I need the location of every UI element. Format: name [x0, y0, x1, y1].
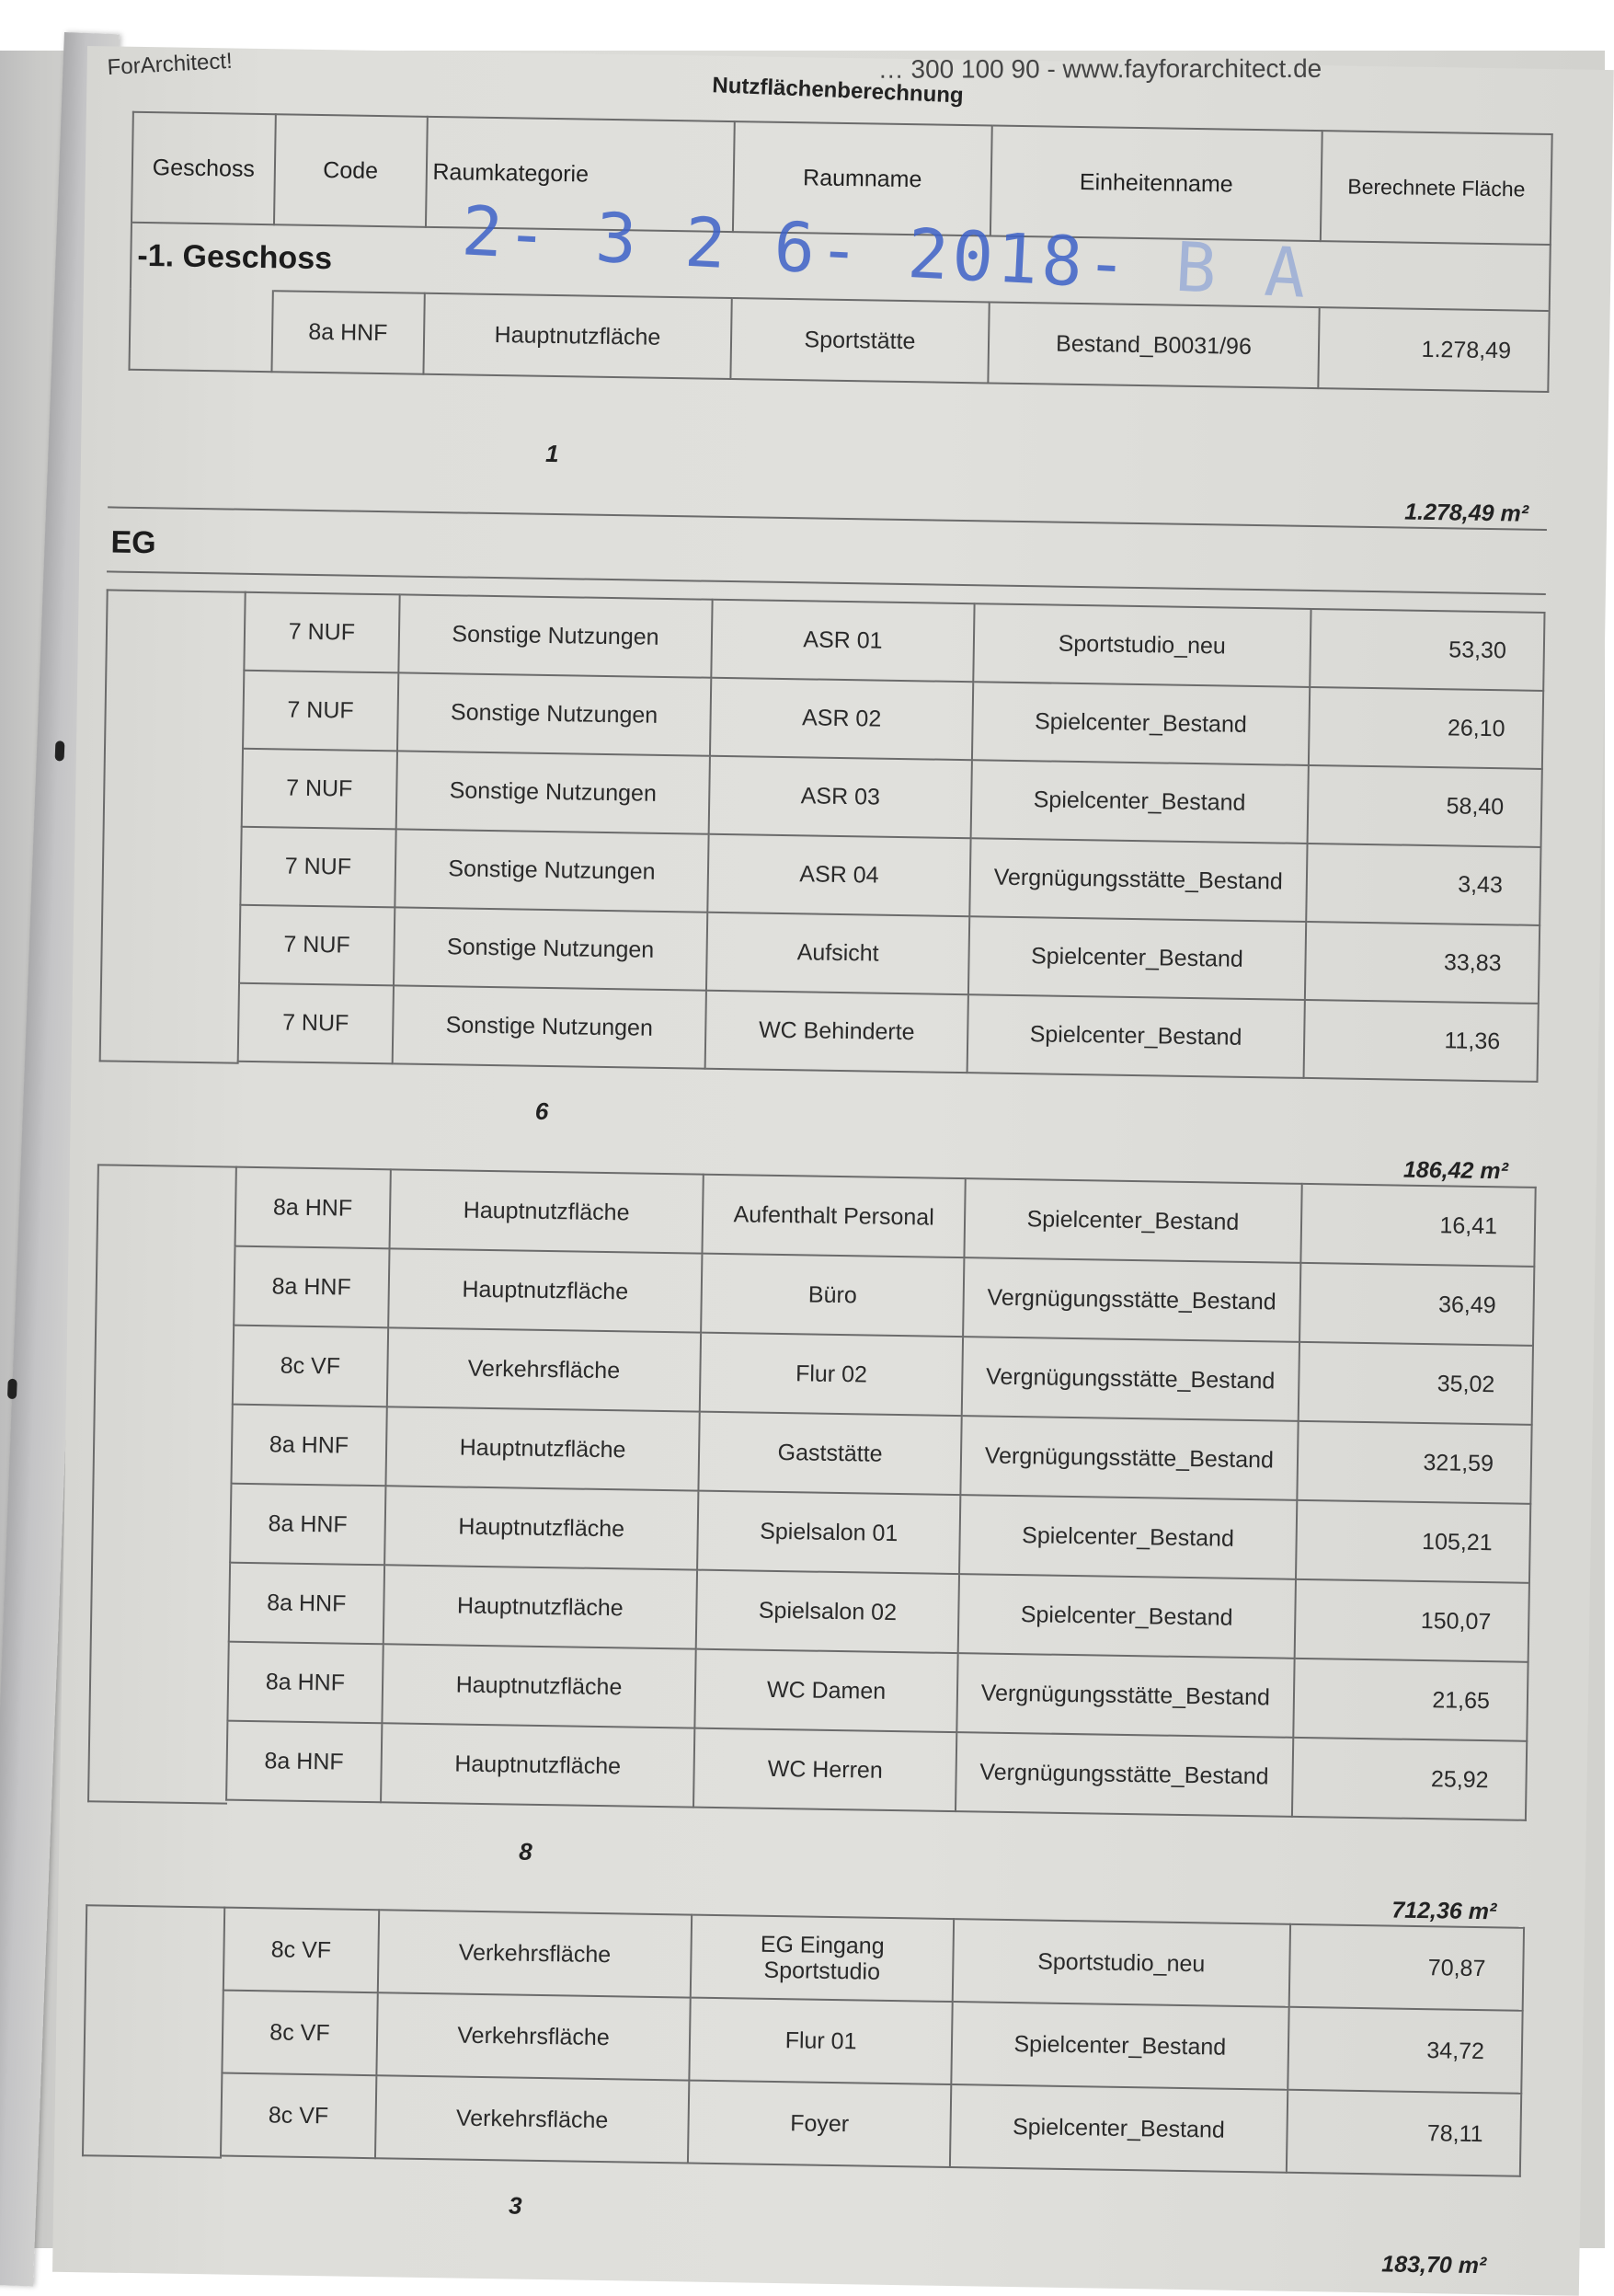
category-cell: Hauptnutzfläche: [385, 1406, 700, 1490]
unit-cell: Spielcenter_Bestand: [970, 760, 1308, 844]
room-cell: Büro: [701, 1254, 964, 1337]
code-cell: 7 NUF: [240, 827, 395, 908]
area-cell: 150,07: [1294, 1579, 1528, 1662]
category-cell: Sonstige Nutzungen: [392, 985, 706, 1068]
category-cell: Verkehrsfläche: [387, 1327, 702, 1411]
group-count: 3: [508, 2191, 522, 2220]
area-cell: 3,43: [1306, 844, 1540, 925]
group-sum: 712,36 m²: [1391, 1897, 1497, 1925]
room-cell: WC Damen: [695, 1649, 958, 1732]
code-cell: 8c VF: [222, 1991, 377, 2076]
unit-cell: Spielcenter_Bestand: [964, 1178, 1301, 1263]
divider: [107, 570, 1546, 595]
room-cell: Aufsicht: [706, 913, 969, 994]
code-cell: 8a HNF: [230, 1484, 385, 1566]
area-cell: 36,49: [1299, 1263, 1534, 1346]
area-cell: 16,41: [1300, 1184, 1535, 1267]
unit-cell: Spielcenter_Bestand: [967, 994, 1304, 1078]
unit-cell: Sportstudio_neu: [973, 603, 1311, 687]
room-cell: WC Herren: [693, 1728, 956, 1811]
unit-cell: Vergnügungsstätte_Bestand: [963, 1257, 1300, 1342]
company-logo: ForArchitect!: [107, 48, 234, 81]
category-cell: Hauptnutzfläche: [383, 1565, 697, 1648]
code-cell: 7 NUF: [243, 671, 398, 752]
group-indent: [99, 589, 246, 1063]
category-cell: Sonstige Nutzungen: [397, 672, 712, 755]
area-cell: 1.278,49: [1319, 307, 1550, 392]
group-sum: 186,42 m²: [1402, 1156, 1509, 1185]
category-cell: Sonstige Nutzungen: [394, 907, 708, 990]
group-indent: [87, 1164, 237, 1804]
category-cell: Hauptnutzfläche: [423, 293, 732, 379]
col-header-raumname: Raumname: [733, 121, 991, 235]
group-indent: [82, 1904, 225, 2158]
room-cell: ASR 01: [712, 600, 975, 682]
category-cell: Sonstige Nutzungen: [398, 594, 713, 677]
area-cell: 26,10: [1309, 687, 1543, 769]
unit-cell: Spielcenter_Bestand: [968, 916, 1306, 1000]
area-cell: 105,21: [1296, 1500, 1530, 1583]
code-cell: 7 NUF: [242, 749, 397, 830]
code-cell: 8a HNF: [234, 1246, 389, 1328]
room-cell: Spielsalon 02: [696, 1570, 959, 1653]
area-cell: 11,36: [1303, 1000, 1538, 1082]
geschoss-cell: [129, 289, 272, 372]
unit-cell: Vergnügungsstätte_Bestand: [956, 1653, 1294, 1738]
room-cell: WC Behinderte: [705, 991, 968, 1073]
code-cell: 8c VF: [233, 1326, 388, 1407]
room-cell: Aufenthalt Personal: [703, 1175, 966, 1257]
received-stamp: 2- 3 2 6- 2018- B A: [459, 191, 1311, 314]
document-page: [52, 46, 1614, 2296]
category-cell: Hauptnutzfläche: [388, 1248, 703, 1332]
code-cell: 8a HNF: [271, 291, 424, 374]
unit-cell: Vergnügungsstätte_Bestand: [969, 838, 1307, 922]
divider: [108, 506, 1547, 531]
room-cell: ASR 04: [708, 834, 971, 916]
group-sum: 1.278,49 m²: [1404, 499, 1529, 527]
room-cell: Flur 02: [700, 1333, 963, 1416]
floor-label: EG: [110, 524, 156, 561]
category-cell: Hauptnutzfläche: [389, 1169, 704, 1253]
group-sum: 183,70 m²: [1381, 2251, 1487, 2279]
unit-cell: Spielcenter_Bestand: [959, 1495, 1297, 1579]
unit-cell: Vergnügungsstätte_Bestand: [962, 1337, 1299, 1421]
area-cell: 321,59: [1297, 1421, 1531, 1504]
area-cell: 33,83: [1305, 922, 1540, 1004]
unit-cell: Sportstudio_neu: [953, 1919, 1290, 2007]
col-header-code: Code: [274, 114, 428, 227]
group-count: 8: [518, 1837, 532, 1866]
category-cell: Hauptnutzfläche: [382, 1644, 696, 1728]
room-cell: Sportstätte: [731, 298, 990, 383]
area-cell: 58,40: [1307, 765, 1541, 847]
col-header-geschoss: Geschoss: [132, 112, 276, 224]
code-cell: 7 NUF: [238, 983, 394, 1064]
document-photo: [0, 48, 1605, 2279]
category-cell: Hauptnutzfläche: [381, 1723, 695, 1807]
area-cell: 35,02: [1299, 1342, 1533, 1425]
code-cell: 8a HNF: [231, 1405, 386, 1487]
unit-cell: Spielcenter_Bestand: [958, 1574, 1296, 1659]
code-cell: 8a HNF: [227, 1642, 383, 1724]
code-cell: 8c VF: [221, 2073, 376, 2159]
room-cell: Foyer: [688, 2081, 951, 2167]
eg-group-1-table: [237, 591, 1546, 1083]
eg-group-3-table: [220, 1907, 1525, 2177]
category-cell: Hauptnutzfläche: [384, 1486, 699, 1569]
area-cell: 34,72: [1288, 2007, 1523, 2094]
code-cell: 8c VF: [223, 1908, 379, 1993]
unit-cell: Bestand_B0031/96: [988, 302, 1320, 388]
room-cell: Gaststätte: [699, 1412, 962, 1495]
unit-cell: Vergnügungsstätte_Bestand: [960, 1416, 1298, 1500]
unit-cell: Spielcenter_Bestand: [951, 2002, 1288, 2090]
binder-hole: [55, 740, 65, 761]
group-count: 6: [534, 1096, 549, 1126]
code-cell: 7 NUF: [244, 592, 399, 673]
area-cell: 21,65: [1293, 1659, 1528, 1741]
category-cell: Verkehrsfläche: [378, 1910, 693, 1997]
area-cell: 70,87: [1289, 1924, 1525, 2011]
room-cell: EG Eingang Sportstudio: [691, 1915, 954, 2002]
code-cell: 8a HNF: [235, 1167, 391, 1249]
category-cell: Sonstige Nutzungen: [395, 751, 710, 833]
contact-line: … 300 100 90 - www.fayforarchitect.de: [877, 53, 1322, 84]
code-cell: 7 NUF: [239, 905, 395, 986]
code-cell: 8a HNF: [226, 1721, 382, 1803]
area-cell: 25,92: [1292, 1738, 1527, 1820]
binder-hole: [7, 1379, 17, 1399]
category-cell: Sonstige Nutzungen: [395, 829, 709, 912]
col-header-berechnete-flaeche: Berechnete Fläche: [1321, 131, 1552, 245]
area-cell: 78,11: [1287, 2090, 1522, 2176]
category-cell: Verkehrsfläche: [375, 2075, 690, 2163]
area-cell: 53,30: [1310, 609, 1544, 691]
category-cell: Verkehrsfläche: [376, 1992, 691, 2080]
code-cell: 8a HNF: [229, 1563, 384, 1645]
col-header-einheitenname: Einheitenname: [990, 125, 1322, 241]
unit-cell: Vergnügungsstätte_Bestand: [956, 1732, 1293, 1817]
page-title: Nutzflächenberechnung: [711, 73, 965, 109]
eg-group-2-table: [225, 1166, 1537, 1821]
room-cell: ASR 02: [710, 678, 973, 760]
room-cell: Spielsalon 01: [697, 1491, 960, 1574]
room-cell: ASR 03: [709, 756, 972, 838]
room-cell: Flur 01: [690, 1998, 953, 2084]
unit-cell: Spielcenter_Bestand: [950, 2084, 1288, 2173]
floor-label: -1. Geschoss: [137, 237, 333, 276]
col-header-raumkategorie: Raumkategorie: [426, 117, 735, 232]
group-count: 1: [544, 439, 559, 468]
unit-cell: Spielcenter_Bestand: [972, 682, 1310, 765]
